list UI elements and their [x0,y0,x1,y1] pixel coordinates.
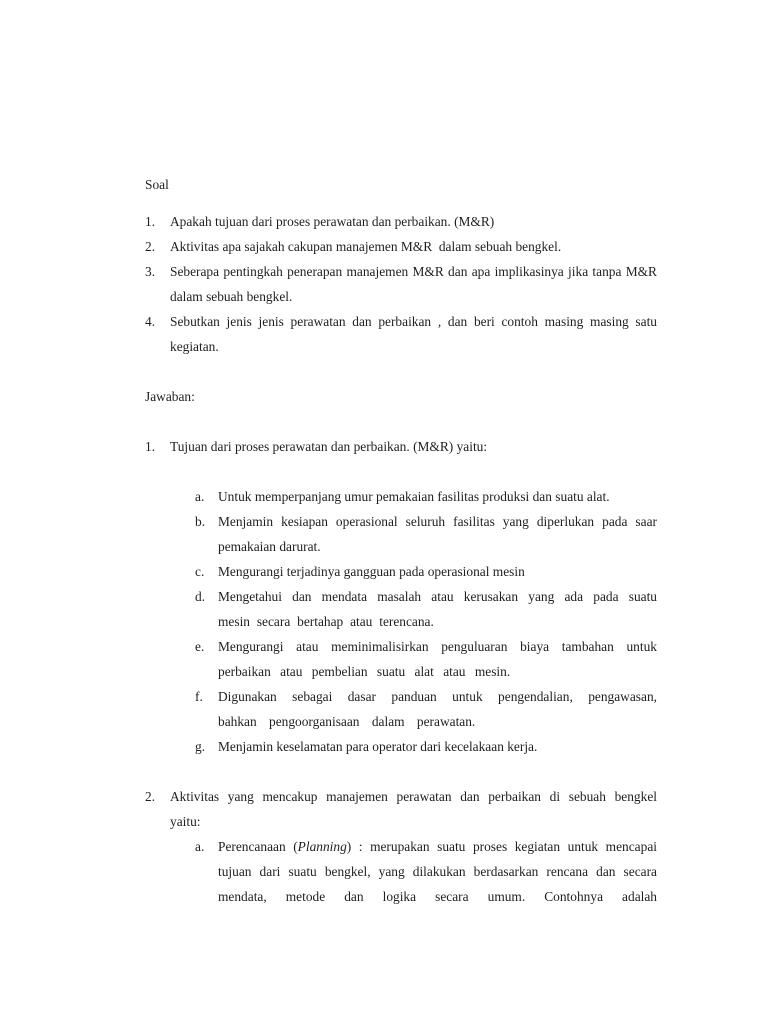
soal-item-4 [145,309,657,359]
list-item-text: Seberapa pentingkah penerapan manajemen M&R dan apa implikasinya jika tanpa M&R dalam sebuah bengkel. [170,264,657,304]
list-item-text: Menjamin keselamatan para operator dari kecelakaan kerja. [218,739,538,754]
spacer [145,759,657,784]
list-item-text: Mengurangi atau meminimalisirkan penguluaran biaya tambahan untuk perbaikan atau pembelian suatu alat atau mesin. [218,639,657,679]
list-item-text-post: ) : merupakan suatu proses kegiatan untuk mencapai tujuan dari suatu bengkel, yang dilakukan berdasarkan rencana dan secara mendata, metode dan logika secara umum. Contohnya adalah [218,839,657,904]
sub-item-b [170,509,657,559]
jawaban-list [145,434,657,909]
jawaban-heading: Jawaban: [145,389,195,404]
list-item-text-pre: Perencanaan ( [218,839,298,854]
list-item-text: Untuk memperpanjang umur pemakaian fasilitas produksi dan suatu alat. [218,489,610,504]
list-item-text: Digunakan sebagai dasar panduan untuk pengendalian, pengawasan, bahkan pengoorganisaan dalam perawatan. [218,689,657,729]
document-page [145,172,657,909]
sub-item-a [170,484,657,509]
soal-heading: Soal [145,177,169,192]
list-number: 3. [145,264,156,279]
list-item-text: Aktivitas apa sajakah cakupan manajemen M&R dalam sebuah bengkel. [170,239,562,254]
list-letter: e. [195,639,205,654]
list-letter: a. [195,489,205,504]
spacer [170,459,657,484]
jawaban-sublist-2 [170,834,657,909]
sub-item-e [170,634,657,684]
sub-item-d [170,584,657,634]
list-item-text: Apakah tujuan dari proses perawatan dan perbaikan. (M&R) [170,214,495,229]
sub-item-f [170,684,657,734]
list-number: 1. [145,214,156,229]
sub-item-a [170,834,657,909]
soal-item-2 [145,234,657,259]
jawaban-item-1 [145,434,657,759]
list-item-text: Tujuan dari proses perawatan dan perbaikan. (M&R) yaitu: [170,439,488,454]
jawaban-sublist-1 [170,484,657,759]
list-item-text: Sebutkan jenis jenis perawatan dan perbaikan , dan beri contoh masing masing satu kegiatan. [170,314,657,354]
list-letter: a. [195,839,205,854]
list-letter: f. [195,689,203,704]
list-letter: c. [195,564,205,579]
list-item-italic: Planning [297,839,347,854]
list-number: 2. [145,789,156,804]
list-letter: g. [195,739,206,754]
list-item-text: Mengurangi terjadinya gangguan pada operasional mesin [218,564,525,579]
spacer [145,197,657,209]
spacer [145,409,657,434]
list-number: 1. [145,439,156,454]
soal-item-1 [145,209,657,234]
soal-list [145,209,657,359]
list-item-text: Mengetahui dan mendata masalah atau kerusakan yang ada pada suatu mesin secara bertahap atau terencana. [218,589,657,629]
sub-item-g [170,734,657,759]
list-item-text: Menjamin kesiapan operasional seluruh fasilitas yang diperlukan pada saar pemakaian darurat. [218,514,657,554]
jawaban-item-2 [145,784,657,909]
list-number: 2. [145,239,156,254]
list-letter: b. [195,514,206,529]
list-item-text: Aktivitas yang mencakup manajemen perawatan dan perbaikan di sebuah bengkel yaitu: [170,789,657,829]
spacer [145,359,657,384]
soal-item-3 [145,259,657,309]
list-letter: d. [195,589,206,604]
list-number: 4. [145,314,156,329]
sub-item-c [170,559,657,584]
